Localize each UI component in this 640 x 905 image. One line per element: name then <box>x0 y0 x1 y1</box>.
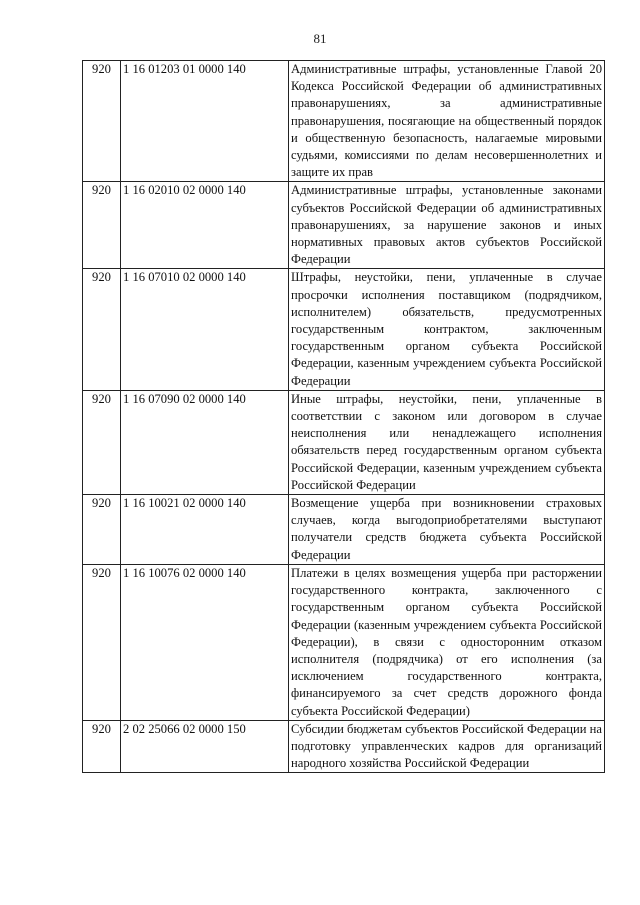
income-name-cell: Субсидии бюджетам субъектов Российской Федерации на подготовку управленческих кадров для организаций народного хозяйства Российской Федерации <box>289 720 605 773</box>
page-number: 81 <box>313 31 327 46</box>
table-row <box>83 564 605 720</box>
admin-code-cell: 920 <box>83 269 121 390</box>
admin-code-cell: 920 <box>83 390 121 494</box>
admin-code-cell: 920 <box>83 720 121 773</box>
income-name-cell: Иные штрафы, неустойки, пени, уплаченные в соответствии с законом или договором в случае неисполнения или ненадлежащего исполнения обязательств перед государственным органом субъекта Российской Федерации, казенным учреждением субъекта Российской Федерации <box>289 390 605 494</box>
budget-code-cell: 1 16 07090 02 0000 140 <box>121 390 289 494</box>
income-name-cell: Платежи в целях возмещения ущерба при расторжении государственного контракта, заключенного с государственным органом субъекта Российской Федерации (казенным учреждением субъекта Российской Федерации), в связи с односторонним отказом исполнителя (подрядчика) от его исполнения (за исключением государственного контракта, финансируемого за счет средств дорожного фонда субъекта Российской Федерации) <box>289 564 605 720</box>
budget-code-cell: 1 16 07010 02 0000 140 <box>121 269 289 390</box>
budget-code-cell: 1 16 10021 02 0000 140 <box>121 495 289 565</box>
table-row <box>83 390 605 494</box>
table-row <box>83 495 605 565</box>
income-name-cell: Административные штрафы, установленные законами субъектов Российской Федерации об административных правонарушениях, за нарушение законов и иных нормативных правовых актов субъектов Российской Федерации <box>289 182 605 269</box>
table-row <box>83 269 605 390</box>
table-row <box>83 182 605 269</box>
table-row <box>83 61 605 182</box>
admin-code-cell: 920 <box>83 495 121 565</box>
budget-code-cell: 2 02 25066 02 0000 150 <box>121 720 289 773</box>
budget-codes-table <box>82 60 605 773</box>
income-name-cell: Штрафы, неустойки, пени, уплаченные в случае просрочки исполнения поставщиком (подрядчиком, исполнителем) обязательств, предусмотренных государственным контрактом, заключенным государственным органом субъекта Российской Федерации, казенным учреждением субъекта Российской Федерации <box>289 269 605 390</box>
income-name-cell: Административные штрафы, установленные Главой 20 Кодекса Российской Федерации об административных правонарушениях, за административные правонарушения, посягающие на общественный порядок и общественную безопасность, налагаемые мировыми судьями, комиссиями по делам несовершеннолетних и защите их прав <box>289 61 605 182</box>
admin-code-cell: 920 <box>83 182 121 269</box>
table-row <box>83 720 605 773</box>
budget-code-cell: 1 16 02010 02 0000 140 <box>121 182 289 269</box>
budget-code-cell: 1 16 10076 02 0000 140 <box>121 564 289 720</box>
admin-code-cell: 920 <box>83 61 121 182</box>
admin-code-cell: 920 <box>83 564 121 720</box>
income-name-cell: Возмещение ущерба при возникновении страховых случаев, когда выгодоприобретателями выступают получатели средств бюджета субъекта Российской Федерации <box>289 495 605 565</box>
budget-code-cell: 1 16 01203 01 0000 140 <box>121 61 289 182</box>
